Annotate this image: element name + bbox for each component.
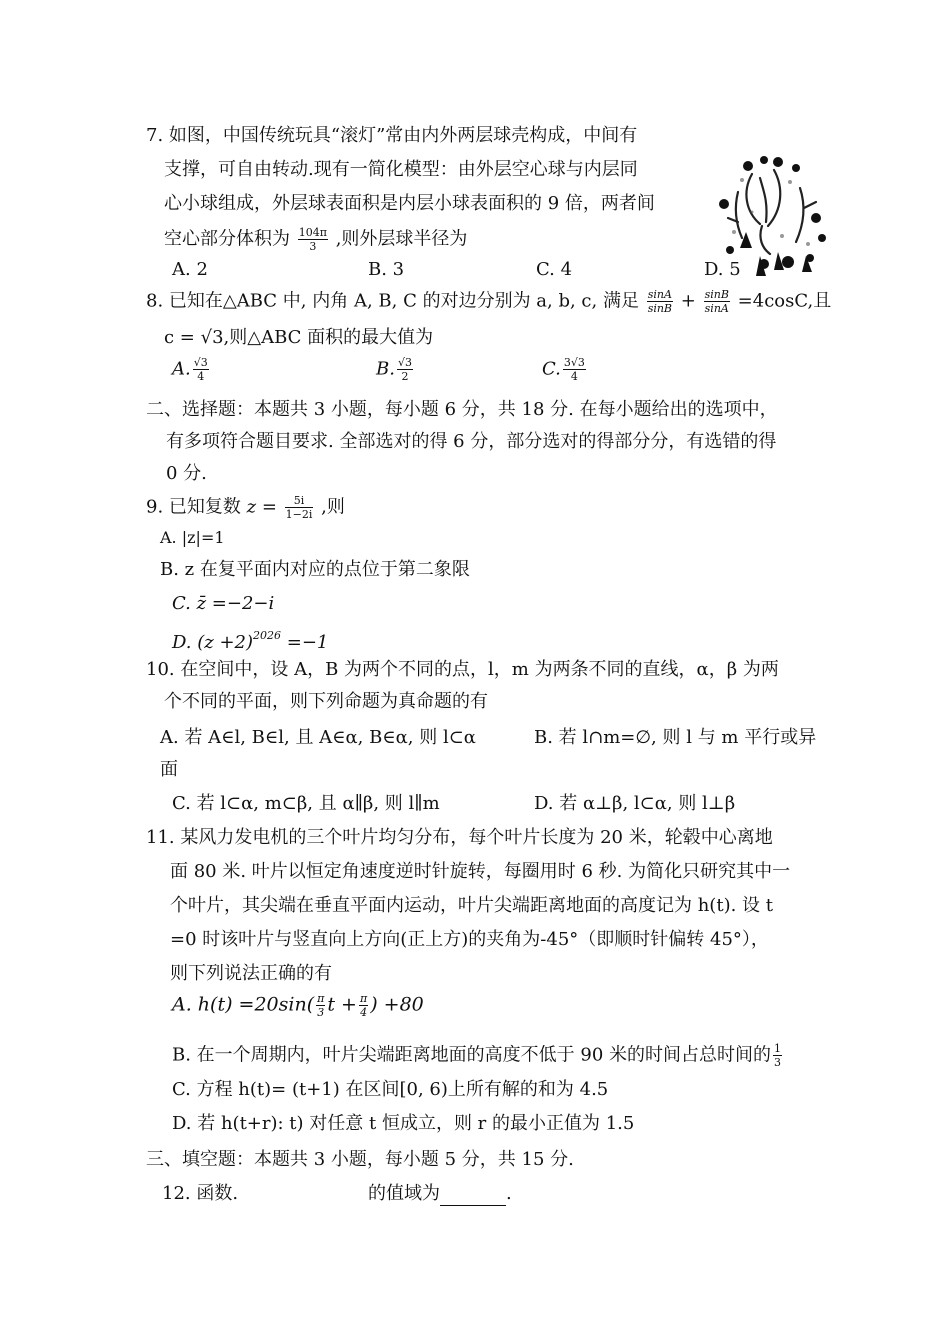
q10-line-1: 10. 在空间中，设 A，B 为两个不同的点，l，m 为两条不同的直线，α，β 为两 <box>146 659 779 680</box>
q11-option-a-fraction-1-denominator: 3 <box>317 1006 325 1019</box>
q11-option-b-fraction <box>773 1042 782 1069</box>
section-2-line-3: 0 分. <box>166 463 207 484</box>
q11-option-a-start: A. h(t) =20sin( <box>172 993 315 1016</box>
q9-stem-tail: ,则 <box>321 496 345 518</box>
q7-line-4 <box>164 226 467 253</box>
section-2-line-2: 有多项符合题目要求. 全部选对的得 6 分，部分选对的得部分分，有选错的得 <box>166 431 777 452</box>
q8-option-a-fraction <box>193 356 209 383</box>
q7-option-b: B. 3 <box>368 259 405 280</box>
q10-option-c: C. 若 l⊂α, m⊂β, 且 α∥β, 则 l∥m <box>172 793 440 814</box>
q11-option-a-fraction-1 <box>316 992 325 1019</box>
q7-option-a: A. 2 <box>172 259 208 280</box>
q9-option-d-base: D. (z +2) <box>172 632 254 653</box>
q7-line-2: 支撑，可自由转动.现有一简化模型：由外层空心球与内层同 <box>164 159 638 180</box>
q8-fraction-2-denominator: sinA <box>704 302 729 315</box>
q11-option-a <box>172 992 424 1019</box>
q7-option-d: D. 5 <box>704 259 741 280</box>
q8-option-b <box>376 356 415 383</box>
q9-option-c: C. z̄ =−2−i <box>172 593 275 614</box>
q9-z-equals: z = <box>246 496 277 518</box>
q7-line-4-text: 空心部分体积为 <box>164 228 290 250</box>
q9-fraction <box>285 494 314 521</box>
q10-option-a: A. 若 A∈l, B∈l, 且 A∈α, B∈α, 则 l⊂α <box>160 727 476 748</box>
q8-option-a-denominator: 4 <box>197 370 205 383</box>
q11-line-4: =0 时该叶片与竖直向上方向(正上方)的夹角为-45°（即顺时针偏转 45°）， <box>170 929 769 950</box>
q11-option-d: D. 若 h(t+r): t) 对任意 t 恒成立，则 r 的最小正值为 1.5 <box>172 1113 635 1134</box>
q9-option-d-exponent: 2026 <box>253 629 282 642</box>
q11-line-5: 则下列说法正确的有 <box>170 963 332 984</box>
q8-option-c-label: C. <box>542 358 561 380</box>
q9-option-d <box>172 624 328 655</box>
q10-option-d: D. 若 α⊥β, l⊂α, 则 l⊥β <box>534 793 736 814</box>
q11-line-1: 11. 某风力发电机的三个叶片均匀分布，每个叶片长度为 20 米，轮毂中心离地 <box>146 827 773 848</box>
q8-line-1 <box>146 288 831 315</box>
q7-line-1: 7. 如图，中国传统玩具“滚灯”常由内外两层球壳构成，中间有 <box>146 125 638 146</box>
q8-line-2: c = √3,则△ABC 面积的最大值为 <box>164 327 434 348</box>
q7-volume-fraction <box>298 226 328 253</box>
section-2-heading: 二、选择题：本题共 3 小题，每小题 6 分，共 18 分. 在每小题给出的选项中， <box>146 399 778 420</box>
q11-option-a-fraction-2-denominator: 4 <box>360 1006 368 1019</box>
q11-option-a-end: ) +80 <box>370 993 424 1016</box>
q9-stem <box>146 494 345 521</box>
q12-stem: 12. 函数. <box>162 1183 239 1204</box>
q10-option-b-continued: 面 <box>160 759 178 780</box>
q7-line-3: 心小球组成，外层球表面积是内层小球表面积的 9 倍，两者间 <box>164 193 655 214</box>
q8-fraction-2-numerator: sinB <box>704 288 729 301</box>
q9-option-a: A. |z|=1 <box>160 528 225 547</box>
q11-option-b <box>172 1042 784 1069</box>
section-3-heading: 三、填空题：本题共 3 小题，每小题 5 分，共 15 分. <box>146 1149 574 1170</box>
q11-option-b-numerator: 1 <box>774 1042 782 1055</box>
q8-option-b-label: B. <box>376 358 395 380</box>
q10-line-2: 个不同的平面，则下列命题为真命题的有 <box>164 691 488 712</box>
q8-option-b-numerator: √3 <box>397 356 412 369</box>
q9-option-d-tail: =−1 <box>281 632 329 653</box>
q8-option-b-fraction <box>397 356 413 383</box>
q11-option-a-fraction-2 <box>359 992 368 1019</box>
q7-fraction-numerator: 104π <box>298 226 327 239</box>
q11-option-c: C. 方程 h(t)= (t+1) 在区间[0, 6)上所有解的和为 4.5 <box>172 1079 609 1100</box>
q11-line-2: 面 80 米. 叶片以恒定角速度逆时针旋转，每圈用时 6 秒. 为简化只研究其中一 <box>170 861 791 882</box>
q12-answer-blank[interactable] <box>440 1187 506 1206</box>
q8-fraction-1-numerator: sinA <box>647 288 672 301</box>
q8-option-c-numerator: 3√3 <box>563 356 585 369</box>
q11-option-a-fraction-2-numerator: π <box>359 992 368 1005</box>
q11-option-a-middle: t + <box>327 993 357 1016</box>
q8-fraction-2 <box>704 288 730 315</box>
q11-option-b-denominator: 3 <box>774 1056 782 1069</box>
q9-option-b: B. z 在复平面内对应的点位于第二象限 <box>160 559 470 580</box>
q8-option-c-fraction <box>563 356 586 383</box>
q12-period: . <box>506 1183 512 1204</box>
q11-line-3: 个叶片，其尖端在垂直平面内运动，叶片尖端距离地面的高度记为 h(t). 设 t <box>170 895 773 916</box>
q9-fraction-denominator: 1−2i <box>285 508 313 521</box>
q12-range-text <box>368 1182 512 1206</box>
q8-plus: + <box>680 290 696 312</box>
q8-option-c <box>542 356 588 383</box>
q11-option-b-text: B. 在一个周期内，叶片尖端距离地面的高度不低于 90 米的时间占总时间的 <box>172 1044 772 1066</box>
rolling-lantern-figure <box>712 152 830 282</box>
q8-fraction-1 <box>647 288 673 315</box>
q12-range-label: 的值域为 <box>368 1183 440 1204</box>
q8-condition: =4cosC,且 <box>737 290 832 312</box>
q8-fraction-1-denominator: sinB <box>647 302 673 315</box>
q8-stem: 8. 已知在△ABC 中, 内角 A, B, C 的对边分别为 a, b, c, 满足 <box>146 290 639 312</box>
q7-fraction-denominator: 3 <box>309 240 317 253</box>
q11-option-a-fraction-1-numerator: π <box>317 992 325 1005</box>
q7-option-c: C. 4 <box>536 259 573 280</box>
q8-option-a <box>172 356 211 383</box>
q9-stem-text: 9. 已知复数 <box>146 496 241 518</box>
q7-line-4-tail: ,则外层球半径为 <box>335 228 468 250</box>
q8-option-b-denominator: 2 <box>401 370 409 383</box>
q8-option-a-label: A. <box>172 358 191 380</box>
q8-option-c-denominator: 4 <box>570 370 578 383</box>
q8-option-a-numerator: √3 <box>193 356 208 369</box>
q10-option-b: B. 若 l∩m=∅, 则 l 与 m 平行或异 <box>534 727 817 748</box>
q9-fraction-numerator: 5i <box>285 494 314 508</box>
